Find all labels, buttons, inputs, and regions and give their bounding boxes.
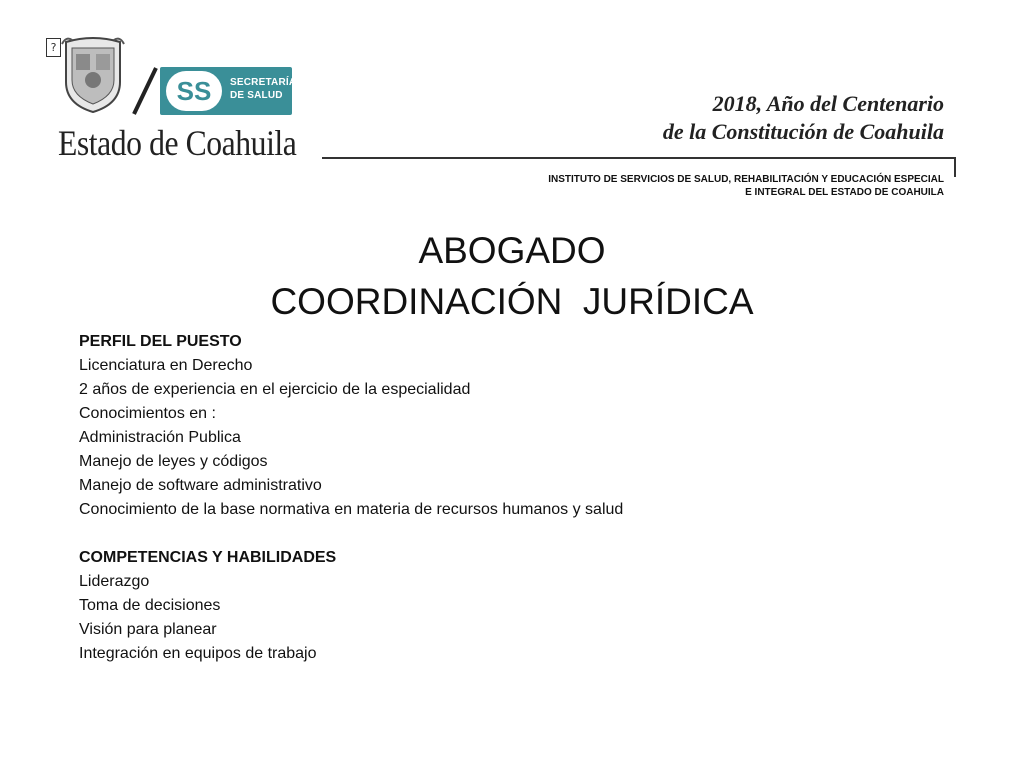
section-spacer <box>79 522 623 546</box>
header-divider <box>322 157 956 159</box>
institute-line2: E INTEGRAL DEL ESTADO DE COAHUILA <box>745 187 944 198</box>
header-divider-tick <box>954 157 956 177</box>
profile-item: Manejo de software administrativo <box>79 477 322 494</box>
profile-item: Manejo de leyes y códigos <box>79 453 268 470</box>
profile-item: Administración Publica <box>79 429 241 446</box>
institute-line1: INSTITUTO DE SERVICIOS DE SALUD, REHABILITACIÓN Y EDUCACIÓN ESPECIAL <box>548 174 944 185</box>
ss-logo-line2: DE SALUD <box>230 90 283 101</box>
year-motto <box>663 90 944 146</box>
department-title: COORDINACIÓN JURÍDICA <box>270 281 754 322</box>
competency-item: Visión para planear <box>79 621 217 638</box>
ss-initials: SS <box>166 71 222 111</box>
missing-glyph-icon: ? <box>46 38 61 57</box>
competency-item: Toma de decisiones <box>79 597 221 614</box>
profile-item: 2 años de experiencia en el ejercicio de la especialidad <box>79 381 471 398</box>
competencies-heading: COMPETENCIAS Y HABILIDADES <box>79 549 337 566</box>
profile-item: Conocimientos en : <box>79 405 216 422</box>
job-description <box>79 330 623 666</box>
profile-item: Conocimiento de la base normativa en materia de recursos humanos y salud <box>79 501 624 518</box>
coat-of-arms-icon <box>60 34 126 114</box>
separator-slash <box>130 66 160 116</box>
motto-line2: de la Constitución de Coahuila <box>662 119 944 144</box>
institute-name <box>548 173 944 199</box>
state-name: Estado de Coahuila <box>58 123 297 163</box>
profile-item: Licenciatura en Derecho <box>79 357 253 374</box>
competency-item: Liderazgo <box>79 573 150 590</box>
job-title: ABOGADO <box>418 230 606 271</box>
profile-heading: PERFIL DEL PUESTO <box>79 333 242 350</box>
ss-logo-text <box>230 76 296 102</box>
ss-logo-line1: SECRETARÍA <box>230 77 297 88</box>
secretaria-de-salud-logo <box>160 67 297 115</box>
motto-line1: 2018, Año del Centenario <box>712 91 944 116</box>
competency-item: Integración en equipos de trabajo <box>79 645 317 662</box>
